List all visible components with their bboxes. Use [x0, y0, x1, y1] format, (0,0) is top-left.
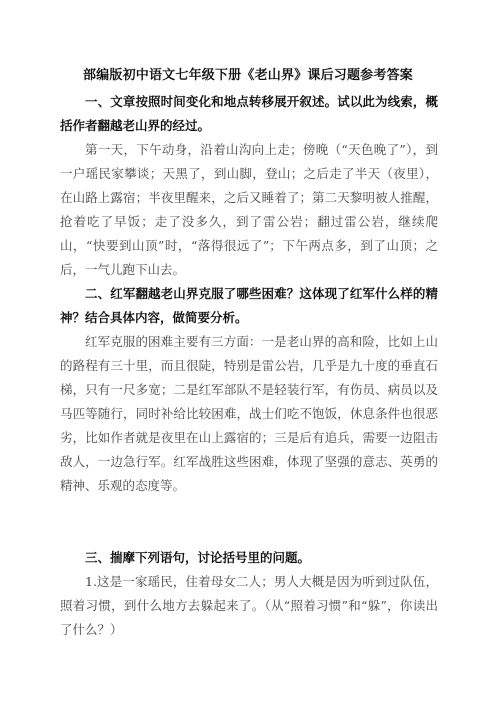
- document-title: 部编版初中语文七年级下册《老山界》课后习题参考答案: [82, 68, 413, 83]
- answer-1: [60, 138, 438, 282]
- answer-3: [60, 570, 438, 642]
- answer-1-text: 第一天，下午动身，沿着山沟向上走；傍晚（“天色晚了”），到一户瑶民家攀谈；天黑了，到山脚，登山；之后走了半天（夜里），在山路上露宿；半夜里醒来，之后又睡着了；第二天黎明被人推醒，抢着吃了早饭；走了没多久，到了雷公岩；翻过雷公岩，继续爬山，“快要到山顶”时，“落得很远了”；下午两点多，到了山顶；之后，一气儿跑下山去。: [60, 142, 438, 277]
- section-1: [60, 90, 438, 138]
- question-1: 一、文章按照时间变化和地点转移展开叙述。试以此为线索，概括作者翻越老山界的经过。: [60, 94, 438, 133]
- answer-2-text: 红军克服的困难主要有三方面：一是老山界的高和险，比如上山的路程有三十里，而且很陡，特别是雷公岩，几乎是九十度的垂直石梯，只有一尺多宽；二是红军部队不是轻装行军，有伤员、病员以及马匹等随行，同时补给比较困难，战士们吃不饱饭，休息条件也很恶劣，比如作者就是夜里在山上露宿的；三是后有追兵，需要一边阻击敌人，一边急行军。红军战胜这些困难，体现了坚强的意志、英勇的精神、乐观的态度等。: [60, 334, 438, 493]
- question-2: 二、红军翻越老山界克服了哪些困难？这体现了红军什么样的精神？结合具体内容，做简要分析。: [60, 286, 438, 325]
- section-2: [60, 282, 438, 330]
- question-3: 三、揣摩下列语句，讨论括号里的问题。: [85, 550, 311, 565]
- answer-2: [60, 330, 438, 498]
- answer-3-text: 1.这是一家瑶民，住着母女二人；男人大概是因为听到过队伍，照着习惯，到什么地方去躲起来了。（从“照着习惯”和“躲”，你读出了什么？）: [60, 574, 438, 637]
- section-3: [60, 546, 438, 570]
